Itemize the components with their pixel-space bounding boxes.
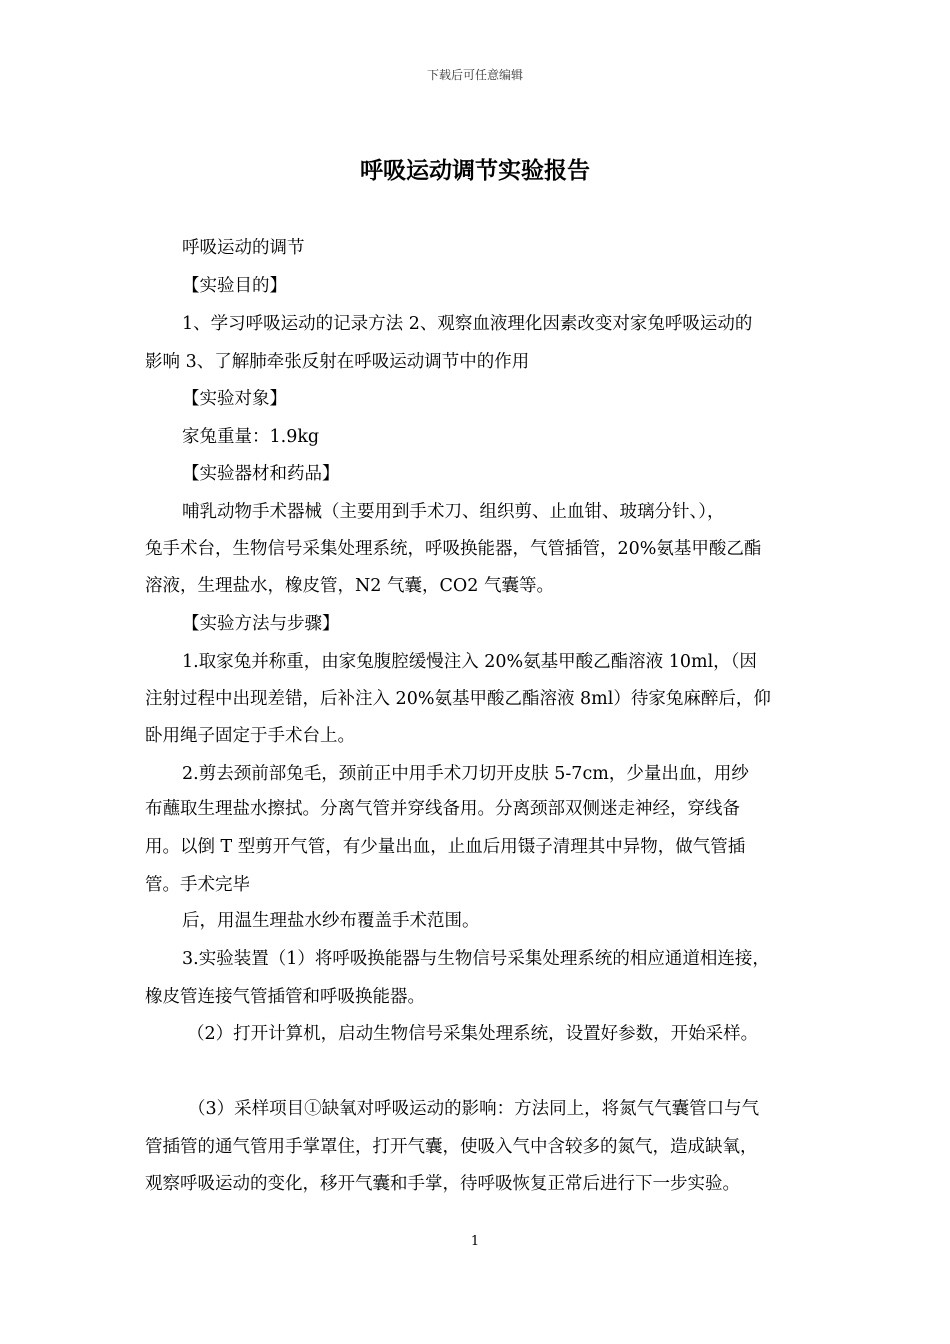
paragraph-line: 兔手术台，生物信号采集处理系统，呼吸换能器，气管插管，20%氨基甲酸乙酯	[145, 539, 762, 559]
section-label-materials: 【实验器材和药品】	[182, 464, 340, 484]
paragraph-line: 用。以倒 T 型剪开气管，有少量出血，止血后用镊子清理其中异物，做气管插	[145, 837, 746, 857]
paragraph-line: 观察呼吸运动的变化，移开气囊和手掌，待呼吸恢复正常后进行下一步实验。	[145, 1174, 740, 1194]
paragraph-line: 后，用温生理盐水纱布覆盖手术范围。	[182, 911, 480, 931]
section-label-subject: 【实验对象】	[182, 389, 287, 409]
paragraph-line: 管。手术完毕	[145, 875, 250, 895]
paragraph-line: 1、学习呼吸运动的记录方法 2、观察血液理化因素改变对家兔呼吸运动的	[182, 314, 753, 334]
paragraph-line: 影响 3、了解肺牵张反射在呼吸运动调节中的作用	[145, 352, 530, 372]
paragraph-line: 家兔重量：1.9kg	[182, 427, 320, 447]
page-number: 1	[470, 1234, 480, 1249]
paragraph-line: 橡皮管连接气管插管和呼吸换能器。	[145, 987, 425, 1007]
paragraph-line: 卧用绳子固定于手术台上。	[145, 726, 355, 746]
paragraph-line: 注射过程中出现差错，后补注入 20%氨基甲酸乙酯溶液 8ml）待家兔麻醉后，仰	[145, 689, 771, 709]
paragraph-line: 管插管的通气管用手掌罩住，打开气囊，使吸入气中含较多的氮气，造成缺氧，	[145, 1137, 758, 1157]
paragraph-line: 哺乳动物手术器械（主要用到手术刀、组织剪、止血钳、玻璃分针、），	[182, 502, 725, 522]
paragraph-line: 布蘸取生理盐水擦拭。分离气管并穿线备用。分离颈部双侧迷走神经，穿线备	[145, 799, 740, 819]
page-header-note: 下载后可任意编辑	[426, 68, 523, 82]
section-label-purpose: 【实验目的】	[182, 276, 287, 296]
paragraph-line: 1.取家兔并称重，由家兔腹腔缓慢注入 20%氨基甲酸乙酯溶液 10ml，（因	[182, 652, 757, 672]
section-label-methods: 【实验方法与步骤】	[182, 614, 340, 634]
paragraph-line: （2）打开计算机，启动生物信号采集处理系统，设置好参数，开始采样。	[187, 1024, 759, 1044]
paragraph-line: 2.剪去颈前部兔毛，颈前正中用手术刀切开皮肤 5-7cm，少量出血，用纱	[182, 764, 749, 784]
paragraph-line: （3）采样项目①缺氧对呼吸运动的影响：方法同上，将氮气气囊管口与气	[188, 1099, 760, 1119]
document-title: 呼吸运动调节实验报告	[360, 158, 590, 184]
paragraph-line: 溶液，生理盐水，橡皮管，N2 气囊，CO2 气囊等。	[145, 576, 554, 596]
paragraph-line: 3.实验装置（1）将呼吸换能器与生物信号采集处理系统的相应通道相连接，	[182, 949, 770, 969]
section-heading: 呼吸运动的调节	[182, 238, 305, 258]
